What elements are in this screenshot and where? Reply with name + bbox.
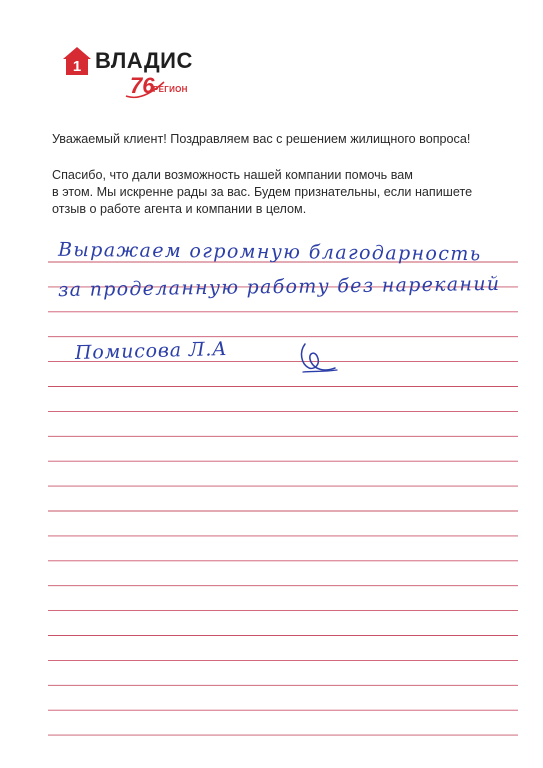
logo-brand-name: ВЛАДИС [95, 48, 193, 73]
signature-icon [295, 338, 341, 378]
handwritten-name: Помисова Л.А [74, 338, 228, 364]
logo-region-number: 76 [130, 73, 155, 98]
ruled-lines [48, 0, 518, 768]
handwritten-line: Выражаем огромную благодарность [57, 238, 482, 266]
paragraph-line: в этом. Мы искренне рады за вас. Будем признательны, если напишете [52, 185, 473, 199]
paragraph-line: Спасибо, что дали возможность нашей компании помочь вам [52, 168, 413, 182]
logo-region-label: РЕГИОН [153, 85, 188, 94]
greeting-text: Уважаемый клиент! Поздравляем вас с решением жилищного вопроса! [52, 132, 471, 146]
logo-badge-number: 1 [72, 58, 82, 75]
handwritten-line: за проделанную работу без нареканий [57, 272, 501, 302]
paragraph-line: отзыв о работе агента и компании в целом. [52, 202, 307, 216]
